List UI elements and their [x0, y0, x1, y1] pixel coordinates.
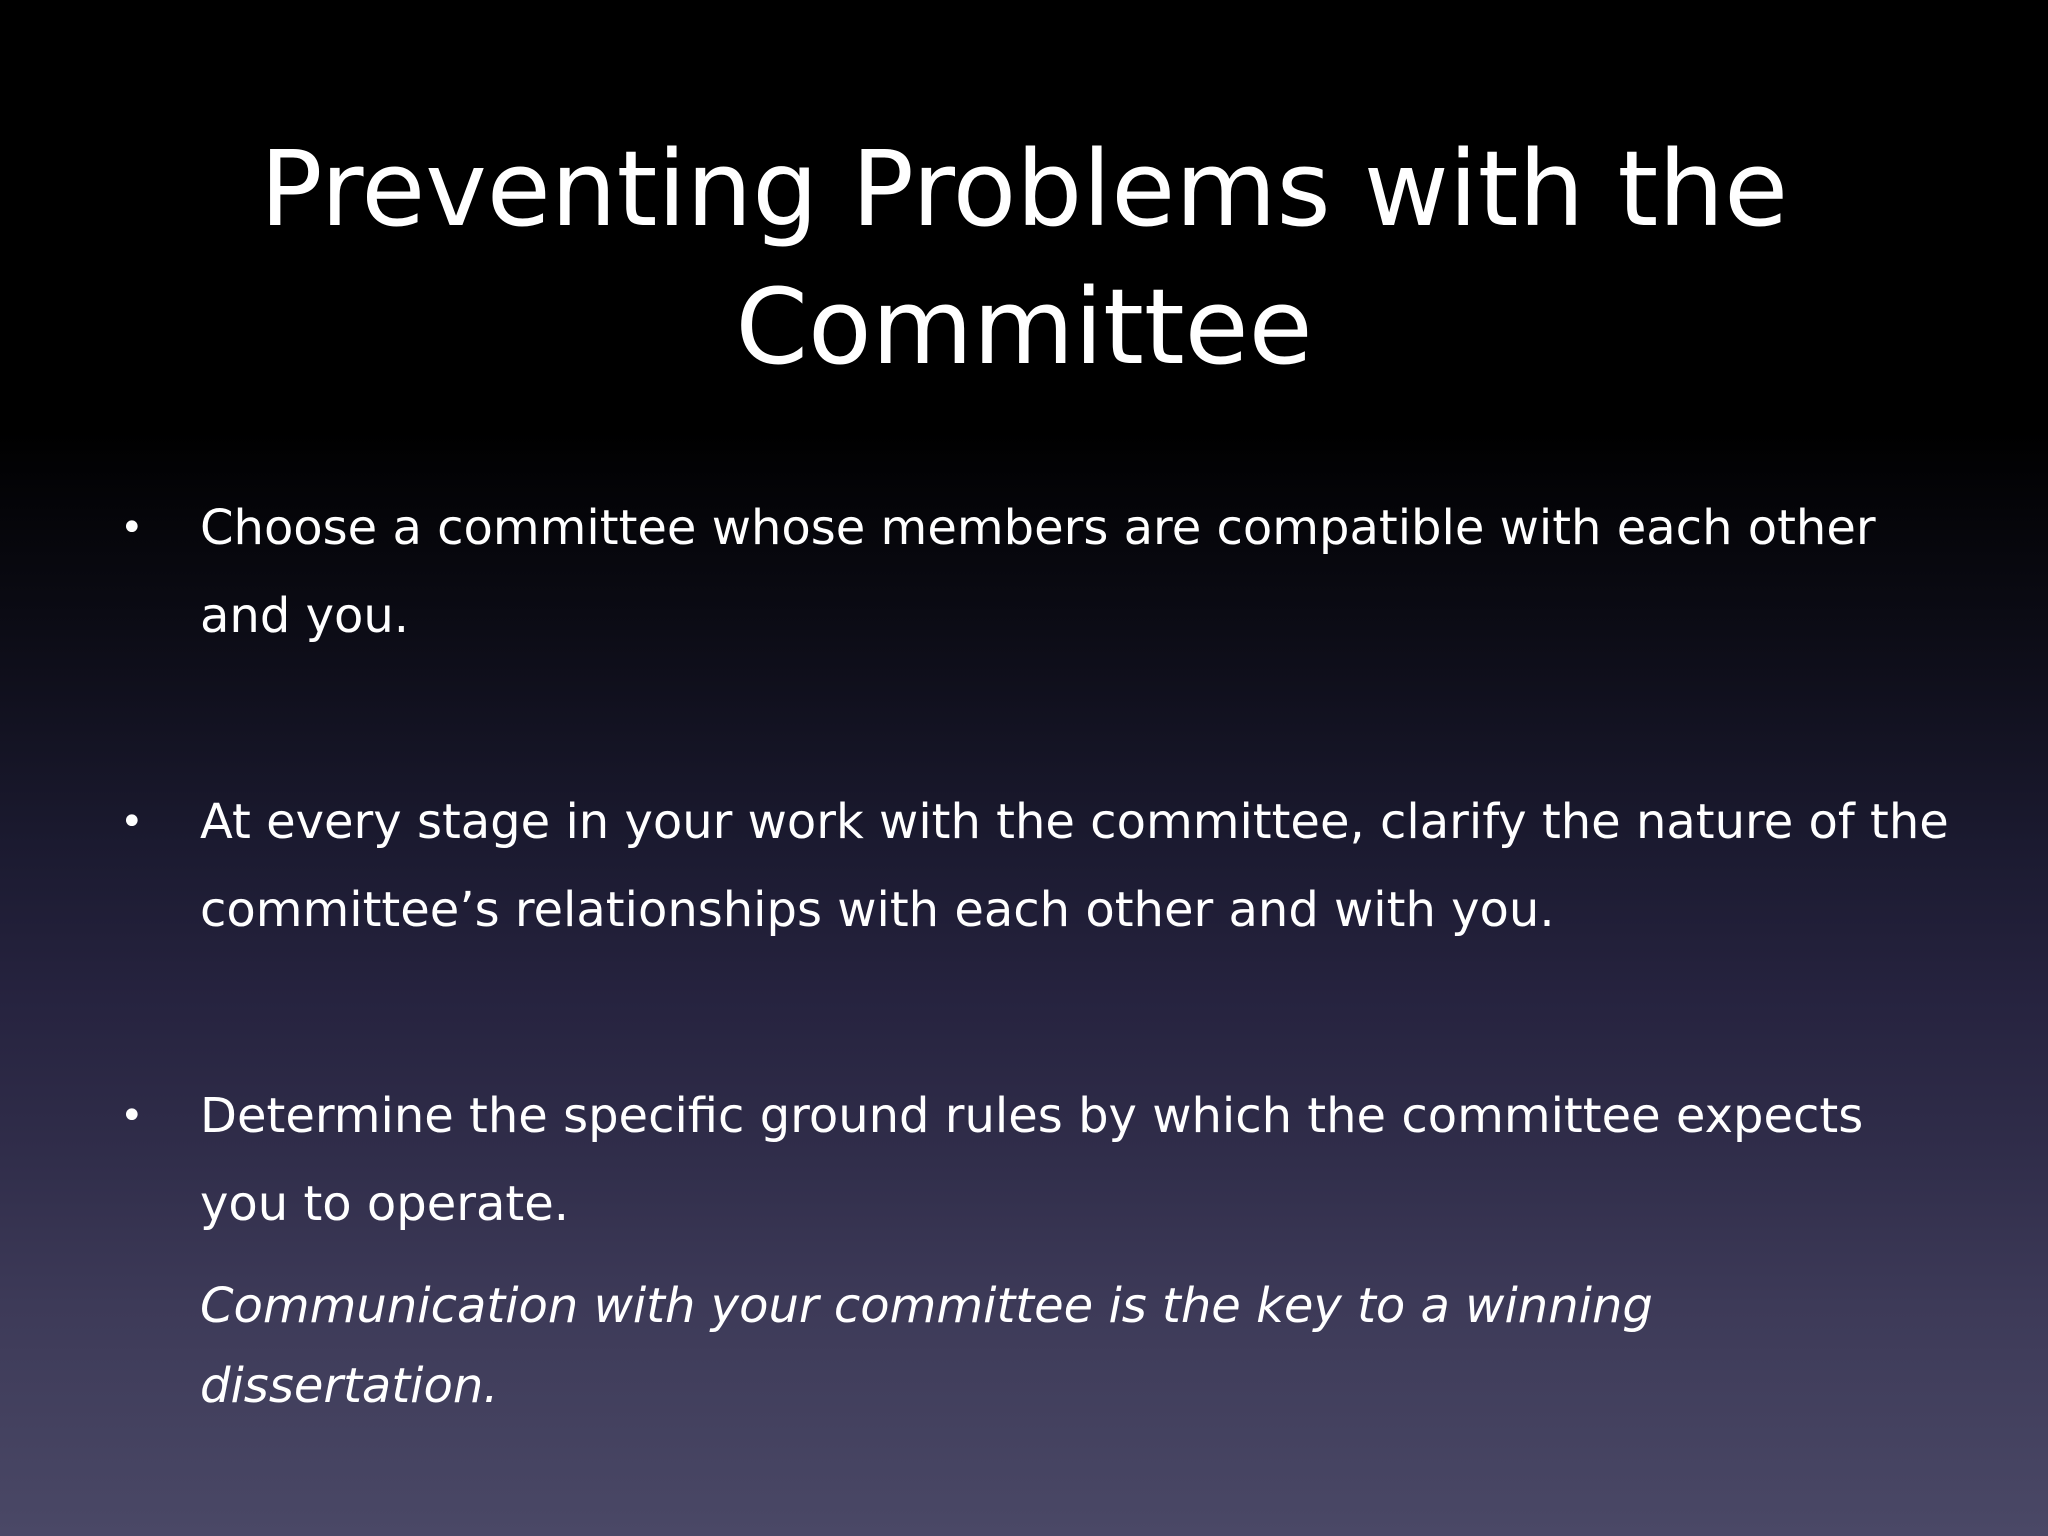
bullet-text: At every stage in your work with the committee, clarify the nature of the committee’s relationships with each other and with you. [200, 794, 1949, 938]
bullet-marker: • [120, 1093, 144, 1139]
bullet-text: Determine the specific ground rules by which the committee expects you to operate. [200, 1088, 1864, 1232]
bullet-item [120, 1072, 1960, 1248]
bullet-marker: • [120, 505, 144, 551]
bullet-text: Choose a committee whose members are compatible with each other and you. [200, 500, 1876, 644]
closing-note: Communication with your committee is the key to a winning dissertation. [200, 1278, 1653, 1414]
bullet-item [120, 484, 1960, 660]
bullet-item [120, 778, 1960, 954]
bullet-marker: • [120, 799, 144, 845]
slide-title: Preventing Problems with the Committee [259, 128, 1789, 388]
